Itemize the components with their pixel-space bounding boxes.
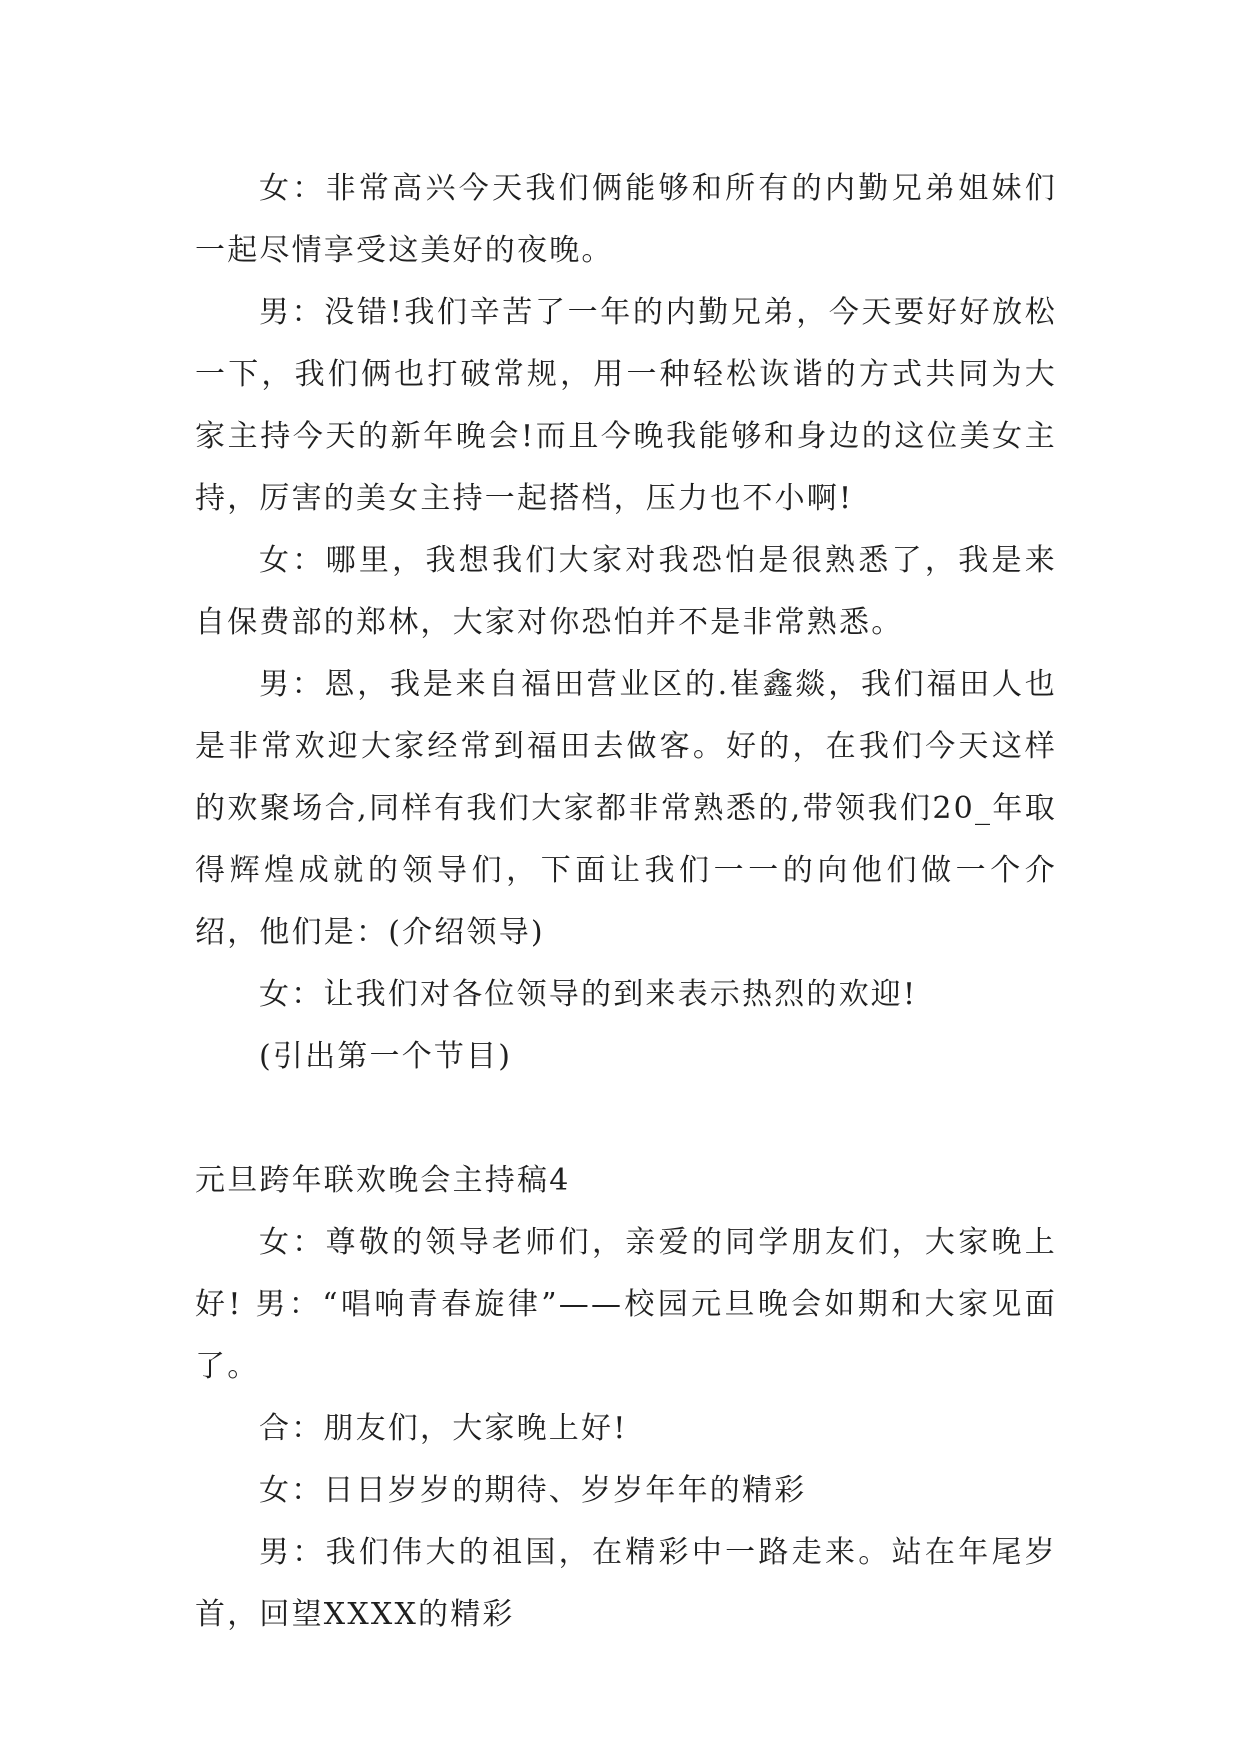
- paragraph-female-line: 女：日日岁岁的期待、岁岁年年的精彩: [259, 1473, 807, 1508]
- paragraph-female-greeting: 女：非常高兴今天我们俩能够和所有的内勤兄弟姐妹们一起尽情享受这美好的夜晚。: [195, 171, 1057, 268]
- document-body: [195, 158, 1057, 1646]
- paragraph-female-opening: 女：尊敬的领导老师们，亲爱的同学朋友们，大家晚上好! 男：“唱响青春旋律”——校园元旦晚会如期和大家见面了。: [195, 1225, 1057, 1384]
- paragraph-stage-direction: (引出第一个节目): [259, 1039, 513, 1074]
- paragraph-together: 合：朋友们，大家晚上好!: [259, 1411, 628, 1446]
- paragraph-male-reply: 男：没错!我们辛苦了一年的内勤兄弟，今天要好好放松一下，我们俩也打破常规，用一种轻松诙谐的方式共同为大家主持今天的新年晚会!而且今晚我能够和身边的这位美女主持，厉害的美女主持一起搭档，压力也不小啊!: [195, 295, 1057, 516]
- paragraph-female-welcome: 女：让我们对各位领导的到来表示热烈的欢迎!: [259, 977, 918, 1012]
- paragraph-male-intro: 男：恩，我是来自福田营业区的.崔鑫燚，我们福田人也是非常欢迎大家经常到福田去做客。好的，在我们今天这样的欢聚场合,同样有我们大家都非常熟悉的,带领我们20_年取得辉煌成就的领导们，下面让我们一一的向他们做一个介绍，他们是：(介绍领导): [195, 667, 1057, 950]
- paragraph-male-line: 男：我们伟大的祖国，在精彩中一路走来。站在年尾岁首，回望XXXX的精彩: [195, 1535, 1057, 1632]
- paragraph-female-intro: 女：哪里，我想我们大家对我恐怕是很熟悉了，我是来自保费部的郑林，大家对你恐怕并不是非常熟悉。: [195, 543, 1057, 640]
- section-title: 元旦跨年联欢晚会主持稿4: [195, 1163, 571, 1198]
